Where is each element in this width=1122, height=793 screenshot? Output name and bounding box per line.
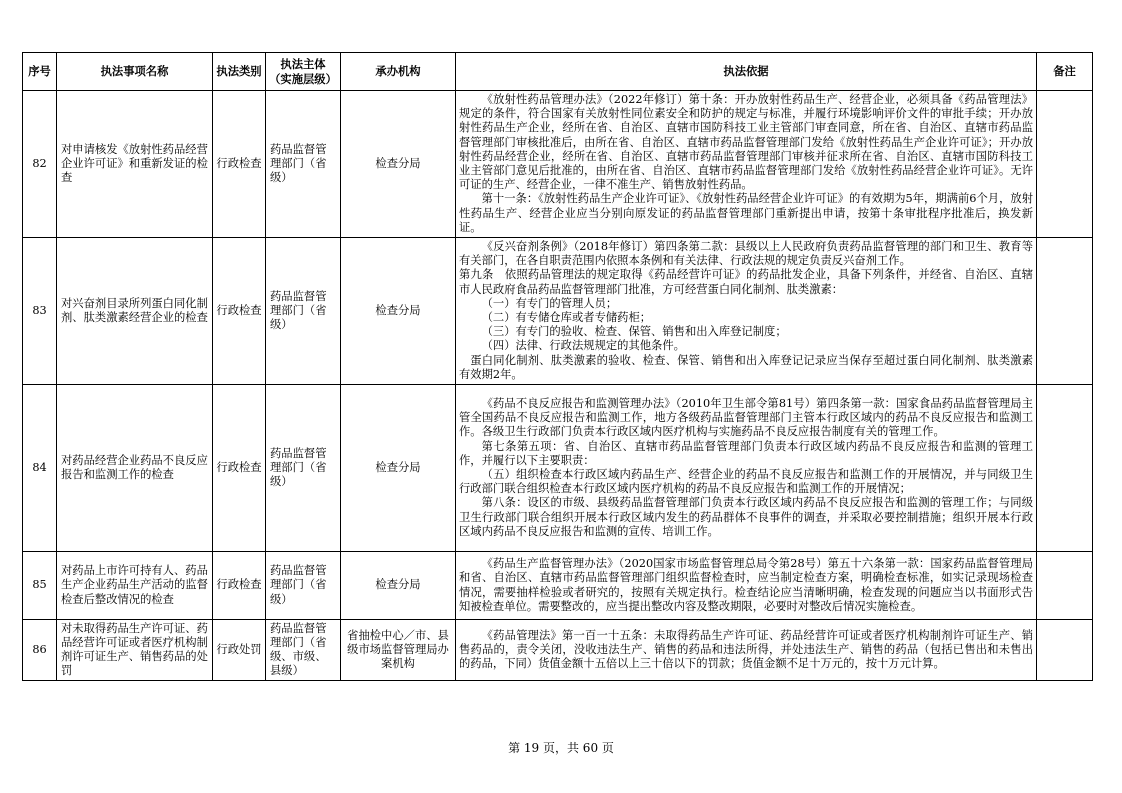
header-subject <box>266 53 341 91</box>
remark-cell <box>1037 91 1093 238</box>
agency-cell: 省抽检中心／市、县级市场监督管理局办案机构 <box>341 620 456 681</box>
subject-cell: 药品监督管理部门（省级） <box>266 385 341 552</box>
remark-cell <box>1037 620 1093 681</box>
basis-cell <box>456 238 1037 385</box>
page-footer: 第 19 页，共 60 页 <box>508 741 614 755</box>
category-cell: 行政检查 <box>213 91 266 238</box>
table-row <box>23 620 1093 681</box>
enforcement-table <box>22 52 1093 681</box>
header-basis: 执法依据 <box>456 53 1037 91</box>
table-row <box>23 91 1093 238</box>
category-cell: 行政处罚 <box>213 620 266 681</box>
basis-paragraph: 第十一条：《放射性药品生产企业许可证》、《放射性药品经营企业许可证》的有效期为5年，期满前6个月，放射性药品生产、经营企业应当分别向原发证的药品监督管理部门重新提出申请，按第十条审批程序批准后，换发新证。 <box>459 192 1033 234</box>
remark-cell <box>1037 385 1093 552</box>
header-remark: 备注 <box>1037 53 1093 91</box>
table-row <box>23 238 1093 385</box>
item-name-cell: 对药品上市许可持有人、药品生产企业药品生产活动的监督检查后整改情况的检查 <box>57 552 213 620</box>
header-subject-line1: 执法主体 <box>280 57 326 72</box>
basis-paragraph: 第七条第五项：省、自治区、直辖市药品监督管理部门负责本行政区域内药品不良反应报告和监测的管理工作，并履行以下主要职责： <box>459 439 1033 467</box>
row-index-cell: 86 <box>23 620 57 681</box>
basis-cell <box>456 91 1037 238</box>
item-name-cell: 对未取得药品生产许可证、药品经营许可证或者医疗机构制剂许可证生产、销售药品的处罚 <box>57 620 213 681</box>
document-sheet <box>22 52 1093 681</box>
basis-list-item: （二）有专储仓库或者专储药柜； <box>481 311 652 325</box>
remark-cell <box>1037 238 1093 385</box>
header-item-name: 执法事项名称 <box>57 53 213 91</box>
row-index-cell: 84 <box>23 385 57 552</box>
basis-paragraph: 第八条：设区的市级、县级药品监督管理部门负责本行政区域内药品不良反应报告和监测的管理工作；与同级卫生行政部门联合组织开展本行政区域内发生的药品群体不良事件的调查，并采取必要控制措施；组织开展本行政区域内药品不良反应报告和监测的宣传、培训工作。 <box>459 496 1033 538</box>
header-agency: 承办机构 <box>341 53 456 91</box>
basis-paragraph: 《药品管理法》第一百一十五条：未取得药品生产许可证、药品经营许可证或者医疗机构制剂许可证生产、销售药品的，责令关闭，没收违法生产、销售的药品和违法所得，并处违法生产、销售的药品（包括已售出和未售出的药品，下同）货值金额十五倍以上三十倍以下的罚款；货值金额不足十万元的，按十万元计算。 <box>459 628 1033 671</box>
header-index: 序号 <box>23 53 57 91</box>
agency-cell: 检查分局 <box>341 385 456 552</box>
item-name-cell: 对申请核发《放射性药品经营企业许可证》和重新发证的检查 <box>57 91 213 238</box>
basis-cell <box>456 385 1037 552</box>
agency-cell: 检查分局 <box>341 238 456 385</box>
table-row <box>23 552 1093 620</box>
item-name-cell: 对兴奋剂目录所列蛋白同化制剂、肽类激素经营企业的检查 <box>57 238 213 385</box>
subject-cell: 药品监督管理部门（省级） <box>266 552 341 620</box>
category-cell: 行政检查 <box>213 552 266 620</box>
subject-cell: 药品监督管理部门（省级） <box>266 91 341 238</box>
category-cell: 行政检查 <box>213 385 266 552</box>
subject-cell: 药品监督管理部门（省级） <box>266 238 341 385</box>
basis-paragraph: 《放射性药品管理办法》（2022年修订）第十条：开办放射性药品生产、经营企业，必须具备《药品管理法》规定的条件，符合国家有关放射性同位素安全和防护的规定与标准，并履行环境影响评价文件的审批手续；开办放射性药品生产企业，经所在省、自治区、直辖市国防科技工业主管部门审查同意，所在省、自治区、直辖市药品监督管理部门审核批准后，由所在省、自治区、直辖市药品监督管理部门发给《放射性药品生产企业许可证》；开办放射性药品经营企业，经所在省、自治区、直辖市药品监督管理部门审核并征求所在省、自治区、直辖市国防科技工业主管部门意见后批准的，由所在省、自治区、直辖市药品监督管理部门发给《放射性药品经营企业许可证》。无许可证的生产、经营企业，一律不准生产、销售放射性药品。 <box>459 93 1033 192</box>
agency-cell: 检查分局 <box>341 91 456 238</box>
basis-paragraph: 蛋白同化制剂、肽类激素的验收、检查、保管、销售和出入库登记记录应当保存至超过蛋白同化制剂、肽类激素有效期2年。 <box>459 353 1033 381</box>
basis-cell <box>456 620 1037 681</box>
table-row <box>23 385 1093 552</box>
basis-list-item: （一）有专门的管理人员； <box>481 296 618 310</box>
row-index-cell: 83 <box>23 238 57 385</box>
agency-cell: 检查分局 <box>341 552 456 620</box>
basis-cell <box>456 552 1037 620</box>
basis-list-item: （三）有专门的验收、检查、保管、销售和出入库登记制度； <box>481 325 787 339</box>
row-index-cell: 82 <box>23 91 57 238</box>
basis-list-item: （五）组织检查本行政区域内药品生产、经营企业的药品不良反应报告和监测工作的开展情况，并与同级卫生行政部门联合组织检查本行政区域内医疗机构的药品不良反应报告和监测工作的开展情况； <box>459 468 1033 496</box>
item-name-cell: 对药品经营企业药品不良反应报告和监测工作的检查 <box>57 385 213 552</box>
table-header-row <box>23 53 1093 91</box>
header-subject-line2: （实施层级） <box>269 71 337 86</box>
remark-cell <box>1037 552 1093 620</box>
subject-cell: 药品监督管理部门（省级、市级、县级） <box>266 620 341 681</box>
basis-paragraph: 《药品不良反应报告和监测管理办法》（2010年卫生部令第81号）第四条第一款：国家食品药品监督管理局主管全国药品不良反应报告和监测工作，地方各级药品监督管理部门主管本行政区域内的药品不良反应报告和监测工作。各级卫生行政部门负责本行政区域内医疗机构与实施药品不良反应报告制度有关的管理工作。 <box>459 397 1033 439</box>
basis-list-item: （四）法律、行政法规规定的其他条件。 <box>481 339 685 353</box>
row-index-cell: 85 <box>23 552 57 620</box>
basis-paragraph: 第九条 依照药品管理法的规定取得《药品经营许可证》的药品批发企业，具备下列条件，并经省、自治区、直辖市人民政府食品药品监督管理部门批准，方可经营蛋白同化制剂、肽类激素： <box>459 268 1033 296</box>
category-cell: 行政检查 <box>213 238 266 385</box>
basis-paragraph: 《药品生产监督管理办法》（2020国家市场监督管理总局令第28号）第五十六条第一款：国家药品监督管理局和省、自治区、直辖市药品监督管理部门组织监督检查时，应当制定检查方案，明确检查标准，如实记录现场检查情况，需要抽样检验或者研究的，按照有关规定执行。检查结论应当清晰明确，检查发现的问题应当以书面形式告知被检查单位。需要整改的，应当提出整改内容及整改期限，必要时对整改后情况实施检查。 <box>459 557 1033 613</box>
basis-paragraph: 《反兴奋剂条例》（2018年修订）第四条第二款：县级以上人民政府负责药品监督管理的部门和卫生、教育等有关部门，在各自职责范围内依照本条例和有关法律、行政法规的规定负责反兴奋剂工作。 <box>459 240 1033 268</box>
header-category: 执法类别 <box>213 53 266 91</box>
